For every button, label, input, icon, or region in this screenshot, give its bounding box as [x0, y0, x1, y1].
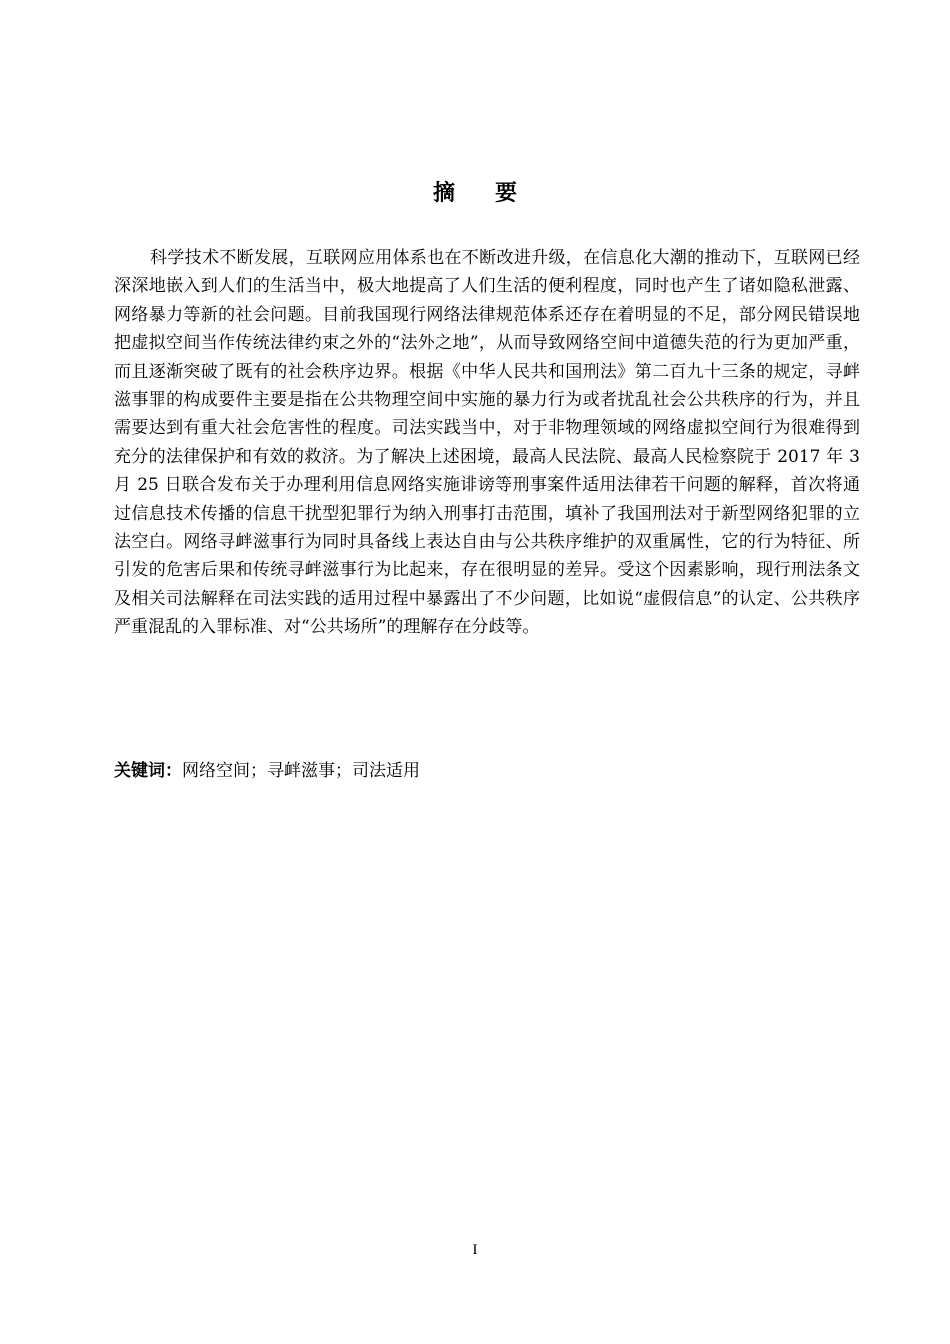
page-number: I: [472, 1242, 478, 1258]
page-title: 摘要: [432, 181, 557, 206]
keywords-list: 网络空间；寻衅滋事；司法适用: [182, 761, 420, 781]
keywords-label: 关键词：: [114, 761, 182, 781]
abstract-body: 科学技术不断发展，互联网应用体系也在不断改进升级，在信息化大潮的推动下，互联网已经深深地嵌入到人们的生活当中，极大地提高了人们生活的便利程度，同时也产生了诸如隐私泄露、网络暴力等新的社会问题。目前我国现行网络法律规范体系还存在着明显的不足，部分网民错误地把虚拟空间当作传统法律约束之外的“法外之地”，从而导致网络空间中道德失范的行为更加严重，而且逐渐突破了既有的社会秩序边界。根据《中华人民共和国刑法》第二百九十三条的规定，寻衅滋事罪的构成要件主要是指在公共物理空间中实施的暴力行为或者扰乱社会公共秩序的行为，并且需要达到有重大社会危害性的程度。司法实践当中，对于非物理领域的网络虚拟空间行为很难得到充分的法律保护和有效的救济。为了解决上述困境，最高人民法院、最高人民检察院于 2017 年 3 月 25 日联合发布关于办理利用信息网络实施诽谤等刑事案件适用法律若干问题的解释，首次将通过信息技术传播的信息干扰型犯罪行为纳入刑事打击范围，填补了我国刑法对于新型网络犯罪的立法空白。网络寻衅滋事行为同时具备线上表达自由与公共秩序维护的双重属性，它的行为特征、所引发的危害后果和传统寻衅滋事行为比起来，存在很明显的差异。受这个因素影响，现行刑法条文及相关司法解释在司法实践的适用过程中暴露出了不少问题，比如说“虚假信息”的认定、公共秩序严重混乱的入罪标准、对“公共场所”的理解存在分歧等。: [114, 248, 860, 638]
keywords-line: [114, 757, 860, 785]
